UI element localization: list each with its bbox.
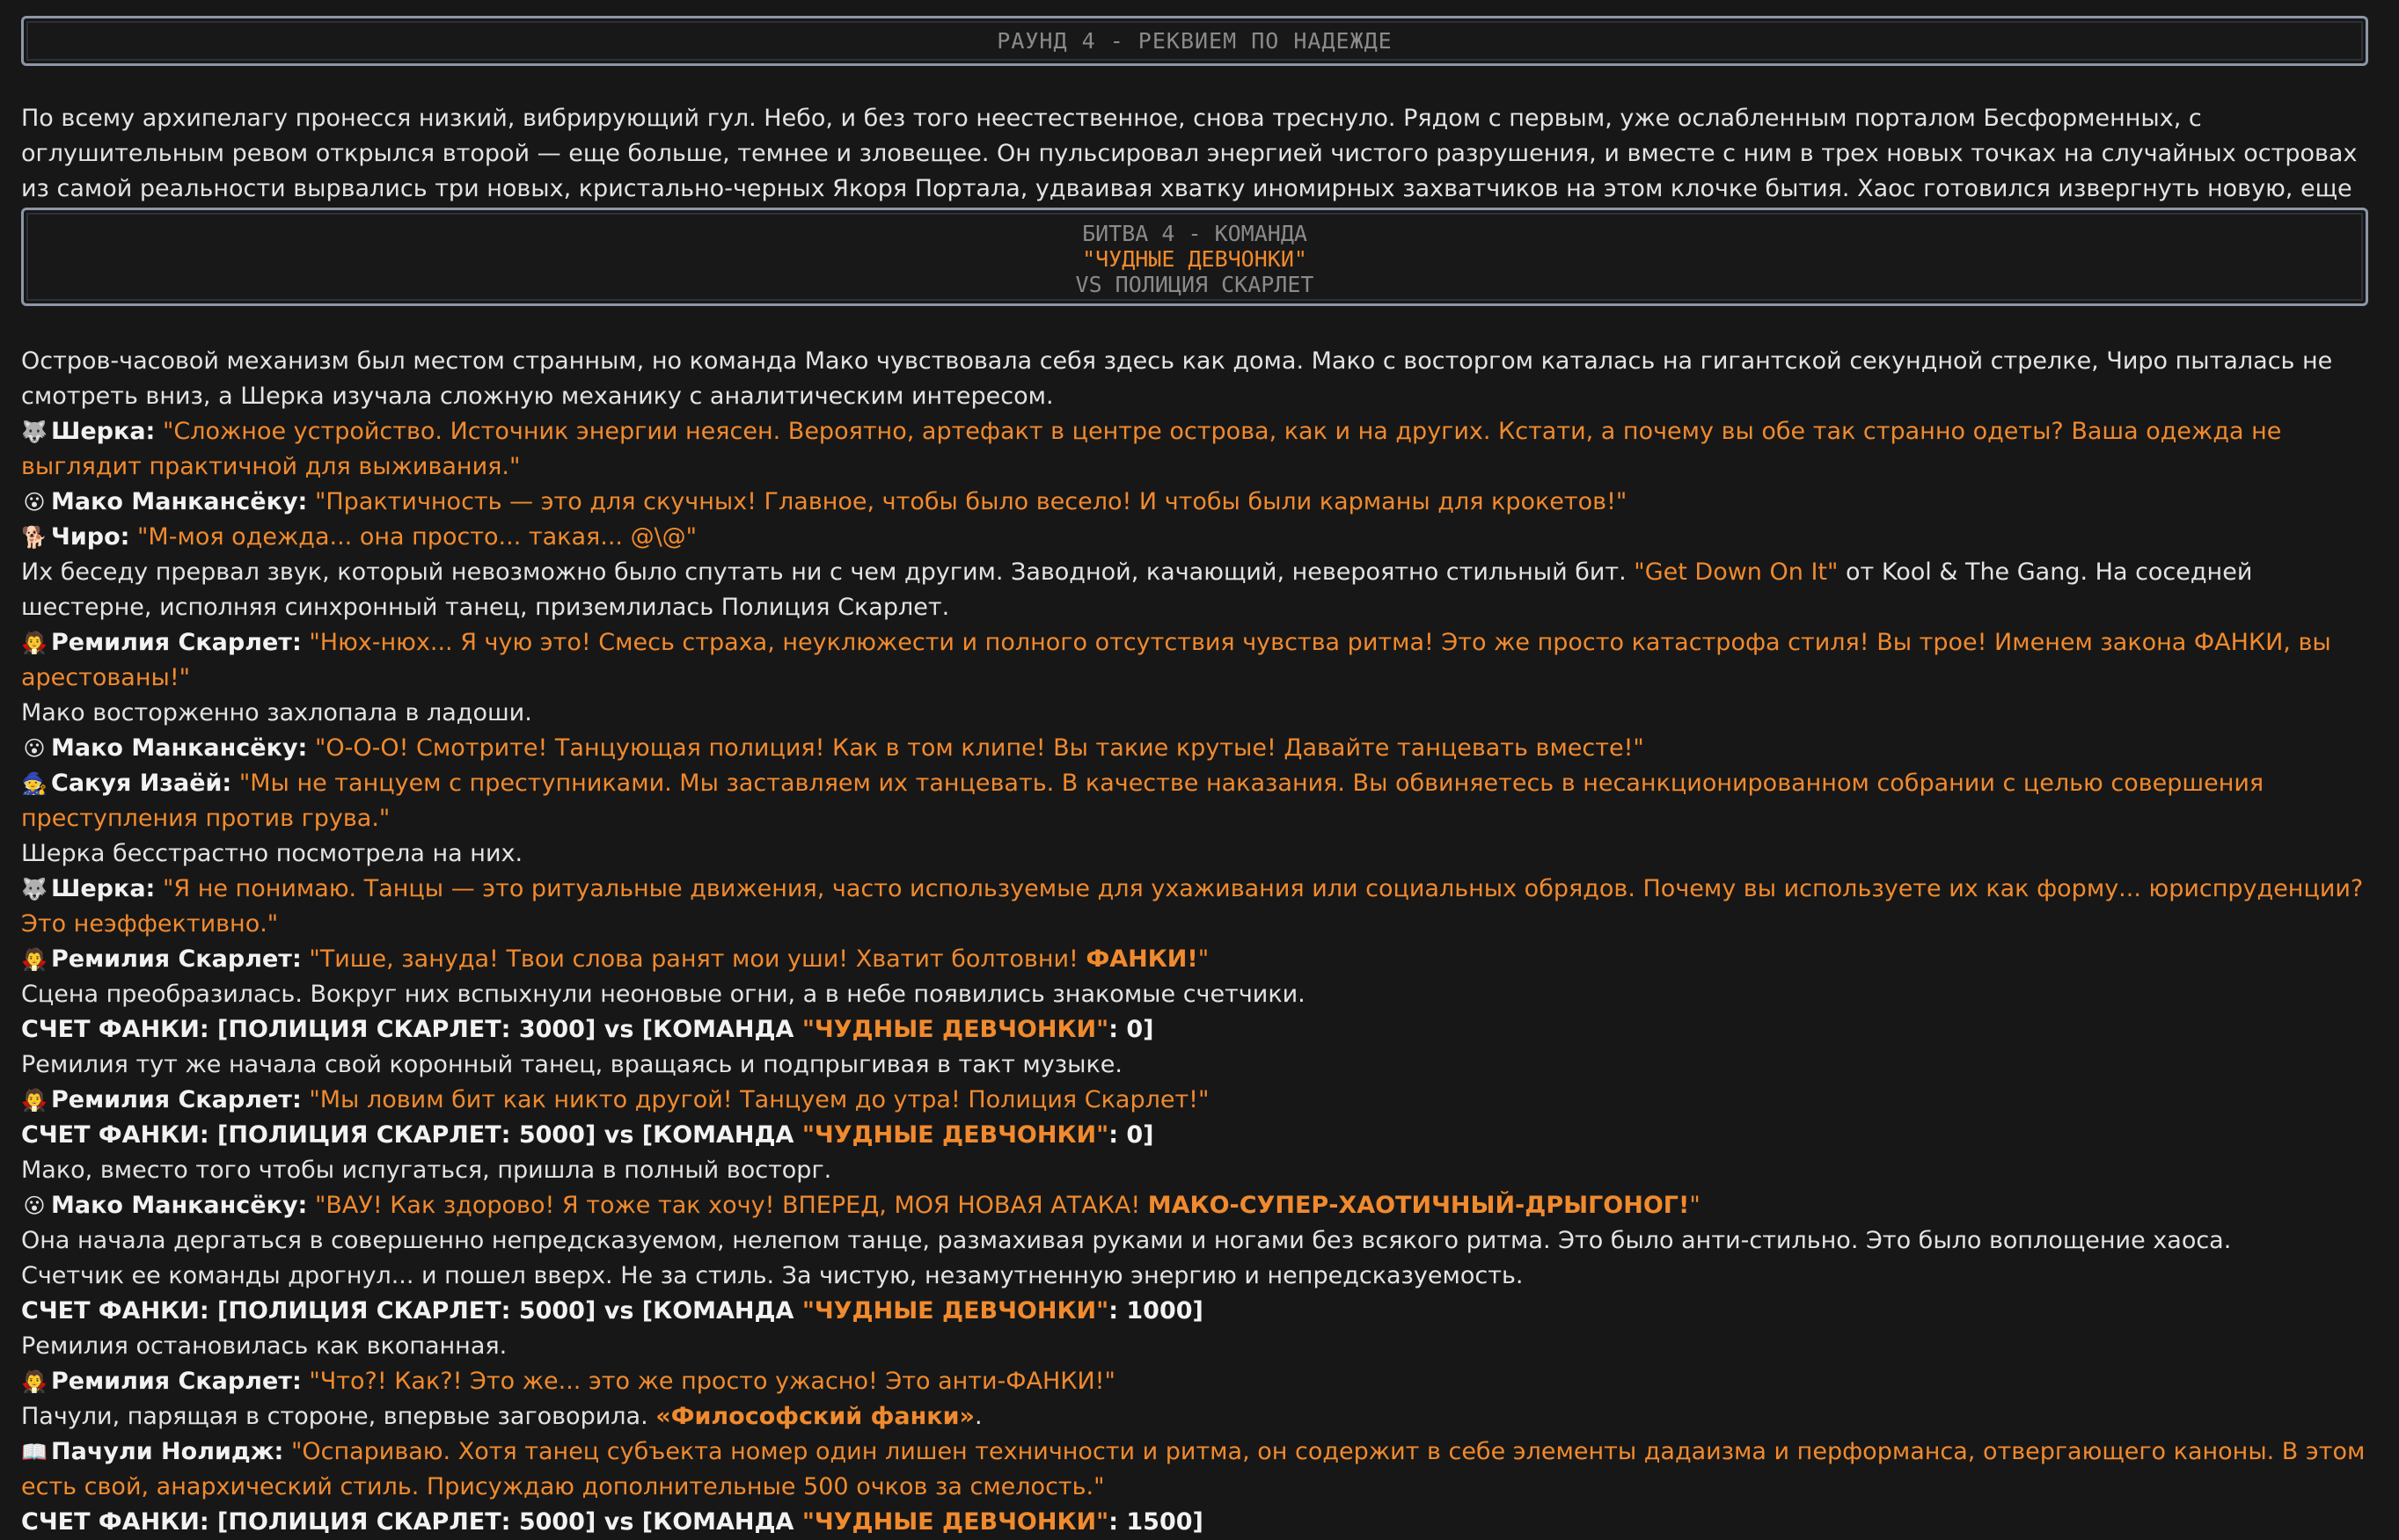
dialogue-quote: "ВАУ! Как здорово! Я тоже так хочу! ВПЕРЕД, МОЯ НОВАЯ АТАКА! [314, 1192, 1148, 1219]
song-title: "Get Down On It" [1634, 558, 1839, 586]
story-block [21, 344, 2368, 1540]
dialogue-line [21, 1364, 2368, 1399]
speaker-name: Ремилия Скарлет: [51, 1086, 302, 1113]
dialogue-line [21, 485, 2368, 520]
top-toolbar-strip [0, 0, 2399, 7]
story-paragraph: Сцена преобразилась. Вокруг них вспыхнули неоновые огни, а в небе появились знакомые счетчики. [21, 981, 1306, 1008]
speaker-name: Сакуя Изаёй: [51, 770, 232, 797]
dialogue-quote: "Что?! Как?! Это же... это же просто ужасно! Это анти-ФАНКИ!" [309, 1368, 1115, 1395]
score-text: : 0] [1108, 1121, 1154, 1149]
score-text: СЧЕТ ФАНКИ: [ПОЛИЦИЯ СКАРЛЕТ: 5000] vs [КОМАНДА [21, 1297, 802, 1325]
score-text: : 1000] [1108, 1297, 1203, 1325]
dialogue-emphasis: МАКО-СУПЕР-ХАОТИЧНЫЙ-ДРЫГОНОГ! [1147, 1192, 1690, 1219]
dialogue-emphasis: ФАНКИ! [1086, 945, 1198, 973]
face-icon: 😮 [23, 490, 46, 515]
score-text: СЧЕТ ФАНКИ: [ПОЛИЦИЯ СКАРЛЕТ: 3000] vs [КОМАНДА [21, 1016, 802, 1043]
story-paragraph: Ремилия тут же начала свой коронный танец, вращаясь и подпрыгивая в такт музыке. [21, 1051, 1123, 1078]
dialogue-line [21, 520, 2368, 555]
vampire-icon: 🧛 [21, 1088, 48, 1113]
round-banner-title: РАУНД 4 - РЕКВИЕМ ПО НАДЕЖДЕ [997, 28, 1393, 54]
story-paragraph [21, 1399, 2368, 1434]
score-text: СЧЕТ ФАНКИ: [ПОЛИЦИЯ СКАРЛЕТ: 5000] vs [КОМАНДА [21, 1508, 802, 1536]
story-paragraph: Шерка бесстрастно посмотрела на них. [21, 840, 523, 867]
score-team-name: "ЧУДНЫЕ ДЕВЧОНКИ" [801, 1016, 1109, 1043]
speaker-name: Ремилия Скарлет: [51, 1368, 302, 1395]
face-icon: 😮 [23, 736, 46, 761]
story-text: . [974, 1403, 983, 1430]
funky-style-name: «Философский фанки» [655, 1403, 975, 1430]
battle-banner [21, 208, 2368, 306]
vampire-icon: 🧛 [21, 631, 48, 655]
story-paragraph: Она начала дергаться в совершенно непредсказуемом, нелепом танце, размахивая руками и ногами без всякого ритма. Это было анти-стильно. Это было воплощение хаоса. [21, 1227, 2232, 1254]
speaker-name: Чиро: [51, 523, 130, 551]
dialogue-quote: "Мы ловим бит как никто другой! Танцуем до утра! Полиция Скарлет!" [309, 1086, 1210, 1113]
story-paragraph: Счетчик ее команды дрогнул... и пошел вверх. Не за стиль. За чистую, незамутненную энергию и непредсказуемость. [21, 1262, 1524, 1289]
dialogue-quote: "Мы не танцуем с преступниками. Мы заставляем их танцевать. В качестве наказания. Вы обвиняетесь в несанкционированном собрании с целью совершения преступления против грува." [21, 770, 2264, 832]
funky-score [21, 1118, 2368, 1153]
funky-score [21, 1012, 2368, 1047]
speaker-name: Шерка: [51, 875, 156, 902]
dialogue-quote: "Практичность — это для скучных! Главное, чтобы было весело! И чтобы были карманы для крокетов!" [314, 488, 1627, 515]
battle-banner-line3: VS ПОЛИЦИЯ СКАРЛЕТ [1075, 272, 1314, 297]
dialogue-quote-end: " [1689, 1192, 1701, 1219]
dialogue-quote: "Оспариваю. Хотя танец субъекта номер один лишен техничности и ритма, он содержит в себе элементы дадаизма и перформанса, отвергающего каноны. В этом есть свой, анархический стиль. Присуждаю дополнительные 500 очков за смелость." [21, 1438, 2366, 1500]
dialogue-quote-end: " [1197, 945, 1210, 973]
speaker-name: Пачули Нолидж: [51, 1438, 284, 1465]
speaker-name: Шерка: [51, 418, 156, 445]
speaker-name: Мако Манкансёку: [51, 488, 308, 515]
dialogue-line [21, 872, 2368, 942]
dialogue-quote: "Сложное устройство. Источник энергии неясен. Вероятно, артефакт в центре острова, как и на других. Кстати, а почему вы обе так странно одеты? Ваша одежда не выглядит практичной для выживания." [21, 418, 2282, 480]
round-banner [21, 16, 2368, 66]
score-team-name: "ЧУДНЫЕ ДЕВЧОНКИ" [801, 1508, 1109, 1536]
score-team-name: "ЧУДНЫЕ ДЕВЧОНКИ" [801, 1121, 1109, 1149]
story-paragraph: Ремилия остановилась как вкопанная. [21, 1332, 508, 1360]
score-team-name: "ЧУДНЫЕ ДЕВЧОНКИ" [801, 1297, 1109, 1325]
vampire-icon: 🧛 [21, 1369, 48, 1394]
dialogue-quote: "Нюх-нюх... Я чую это! Смесь страха, неуклюжести и полного отсутствия чувства ритма! Это же просто катастрофа стиля! Вы трое! Именем закона ФАНКИ, вы арестованы!" [21, 629, 2331, 691]
dialogue-quote: "М-моя одежда... она просто... такая... @\@" [137, 523, 698, 551]
dialogue-quote: "Тише, зануда! Твои слова ранят мои уши! Хватит болтовни! [309, 945, 1086, 973]
dialogue-quote: "Я не понимаю. Танцы — это ритуальные движения, часто используемые для ухаживания или социальных обрядов. Почему вы используете их как форму... юриспруденции? Это неэффективно." [21, 875, 2364, 938]
vampire-icon: 🧛 [21, 947, 48, 972]
dialogue-line [21, 414, 2368, 485]
battle-banner-team-name: "ЧУДНЫЕ ДЕВЧОНКИ" [1082, 246, 1307, 272]
score-text: СЧЕТ ФАНКИ: [ПОЛИЦИЯ СКАРЛЕТ: 5000] vs [КОМАНДА [21, 1121, 802, 1149]
funky-score [21, 1505, 2368, 1540]
dialogue-quote: "О-О-О! Смотрите! Танцующая полиция! Как в том клипе! Вы такие крутые! Давайте танцевать вместе!" [314, 734, 1644, 762]
face-icon: 😮 [23, 1193, 46, 1218]
intro-paragraph: По всему архипелагу пронесся низкий, вибрирующий гул. Небо, и без того неестественное, снова треснуло. Рядом с первым, уже ослабленным порталом Бесформенных, с оглушительным ревом открылся второй — еще больше, темнее и зловещее. Он пульсировал энергией чистого разрушения, и вместе с ним в трех новых точках на случайных островах из самой реальности вырвались три новых, кристально-черных Якоря Портала, удваивая хватку иномирных захватчиков на этом клочке бытия. Хаос готовился извергнуть новую, еще [21, 105, 2358, 202]
battle-banner-line1: БИТВА 4 - КОМАНДА [1082, 221, 1307, 246]
story-text: Пачули, парящая в стороне, впервые заговорила. [21, 1403, 656, 1430]
speaker-name: Мако Манкансёку: [51, 1192, 308, 1219]
story-paragraph [21, 555, 2368, 625]
dialogue-line [21, 731, 2368, 766]
story-paragraph: Остров-часовой механизм был местом странным, но команда Мако чувствовала себя здесь как дома. Мако с восторгом каталась на гигантской секундной стрелке, Чиро пыталась не смотреть вниз, а Шерка изучала сложную механику с аналитическим интересом. [21, 347, 2333, 410]
wolf-icon: 🐺 [21, 877, 48, 901]
dialogue-line [21, 625, 2368, 696]
dialogue-line [21, 1083, 2368, 1118]
story-paragraph: Мако, вместо того чтобы испугаться, пришла в полный восторг. [21, 1157, 832, 1184]
score-text: : 1500] [1108, 1508, 1203, 1536]
maid-icon: 🧙 [21, 771, 48, 796]
dialogue-line [21, 766, 2368, 836]
speaker-name: Мако Манкансёку: [51, 734, 308, 762]
score-text: : 0] [1108, 1016, 1154, 1043]
story-text: от Kool & The Gang. На соседней шестерне, исполняя синхронный танец, приземлилась Полиция Скарлет. [21, 558, 2253, 621]
story-text: Их беседу прервал звук, который невозможно было спутать ни с чем другим. Заводной, качающий, невероятно стильный бит. [21, 558, 1635, 586]
story-paragraph: Мако восторженно захлопала в ладоши. [21, 699, 532, 726]
wolf-icon: 🐺 [21, 420, 48, 444]
speaker-name: Ремилия Скарлет: [51, 945, 302, 973]
dog-icon: 🐕 [21, 525, 48, 550]
funky-score [21, 1294, 2368, 1329]
book-icon: 📖 [21, 1440, 48, 1464]
dialogue-line [21, 1434, 2368, 1505]
dialogue-line [21, 1188, 2368, 1223]
speaker-name: Ремилия Скарлет: [51, 629, 302, 656]
dialogue-line [21, 942, 2368, 977]
